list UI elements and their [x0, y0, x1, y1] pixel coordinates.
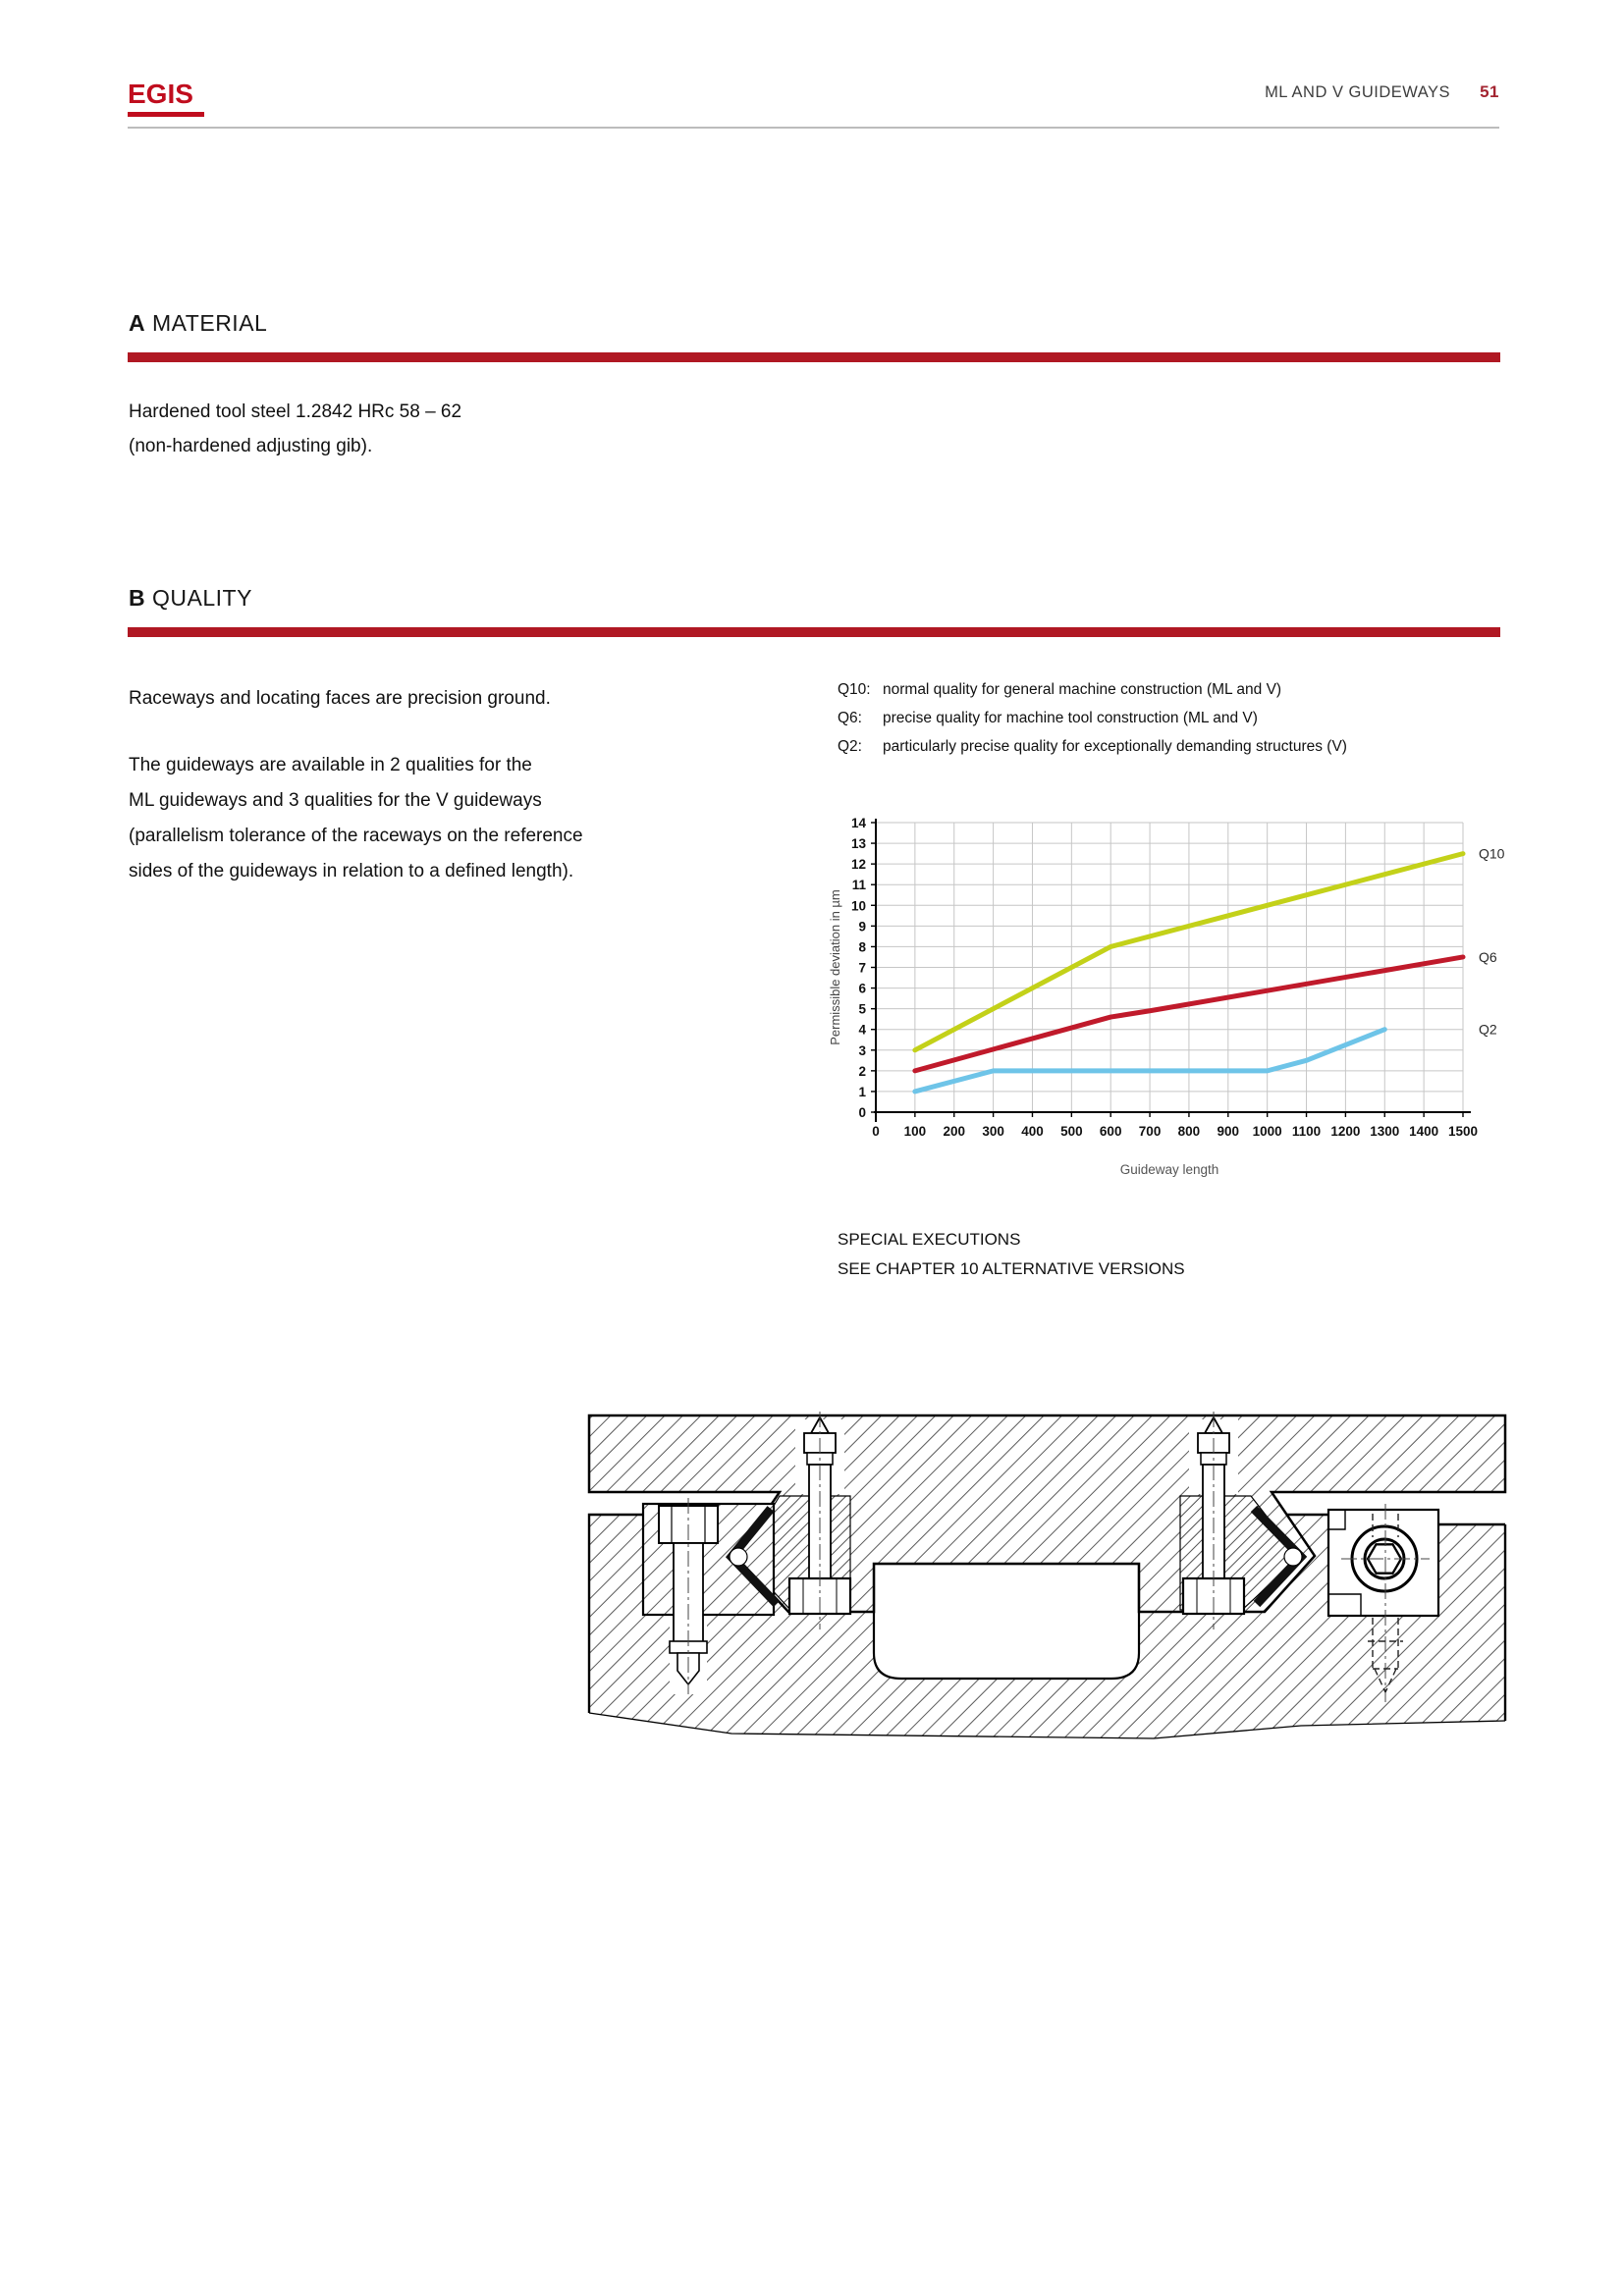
quality-p2-line-1: The guideways are available in 2 qualities for the — [129, 755, 532, 775]
x-tick-label: 700 — [1138, 1124, 1162, 1139]
special-executions — [838, 1225, 1185, 1284]
legend-row-q6 — [838, 704, 1387, 732]
legend-code-q2: Q2: — [838, 738, 862, 755]
legend-code-q10: Q10: — [838, 681, 871, 698]
special-executions-line-1: SPECIAL EXECUTIONS — [838, 1230, 1021, 1249]
quality-tolerance-chart — [810, 800, 1517, 1193]
special-executions-line-2: SEE CHAPTER 10 ALTERNATIVE VERSIONS — [838, 1259, 1185, 1278]
x-tick-label: 1200 — [1330, 1124, 1361, 1139]
legend-code-q6: Q6: — [838, 710, 862, 726]
y-tick-label: 10 — [850, 898, 866, 914]
section-a-bar — [128, 352, 1500, 362]
base-trough-cavity — [874, 1564, 1139, 1679]
quality-p2-line-4: sides of the guideways in relation to a defined length). — [129, 861, 574, 881]
page-number: 51 — [1480, 82, 1499, 101]
y-tick-label: 1 — [858, 1084, 866, 1099]
y-tick-label: 3 — [858, 1042, 866, 1058]
x-tick-label: 600 — [1099, 1124, 1122, 1139]
header-rule — [128, 127, 1499, 129]
x-tick-label: 200 — [943, 1124, 965, 1139]
x-tick-label: 900 — [1217, 1124, 1240, 1139]
series-label-q6: Q6 — [1479, 948, 1497, 965]
legend-text-q10: normal quality for general machine construction (ML and V) — [883, 681, 1282, 698]
x-tick-label: 800 — [1177, 1124, 1201, 1139]
header-chapter-title: ML AND V GUIDEWAYS — [1265, 83, 1451, 101]
x-tick-label: 1300 — [1370, 1124, 1400, 1139]
x-tick-label: 500 — [1060, 1124, 1083, 1139]
section-a-letter: A — [129, 310, 146, 336]
egis-logo: EGIS — [128, 79, 193, 109]
x-tick-label: 100 — [903, 1124, 927, 1139]
section-b-letter: B — [129, 585, 146, 611]
y-tick-label: 8 — [858, 939, 866, 955]
legend-text-q2: particularly precise quality for exceptionally demanding structures (V) — [883, 738, 1347, 755]
legend-row-q10 — [838, 675, 1387, 704]
y-axis-title: Permissible deviation in µm — [828, 889, 842, 1045]
quality-p2-line-3: (parallelism tolerance of the raceways on the reference — [129, 826, 583, 846]
quality-paragraph-1: Raceways and locating faces are precision ground. — [129, 688, 551, 709]
material-line-2: (non-hardened adjusting gib). — [129, 436, 373, 456]
x-tick-label: 1000 — [1252, 1124, 1282, 1139]
y-tick-label: 11 — [851, 878, 866, 893]
x-tick-label: 1500 — [1447, 1124, 1479, 1139]
legend-row-q2 — [838, 732, 1387, 761]
y-tick-label: 6 — [858, 981, 866, 996]
y-tick-label: 7 — [858, 960, 866, 976]
y-tick-label: 0 — [858, 1105, 866, 1120]
x-tick-label: 400 — [1021, 1124, 1044, 1139]
y-tick-label: 14 — [850, 816, 866, 830]
y-tick-label: 2 — [858, 1063, 866, 1079]
section-b-title — [129, 585, 252, 612]
header-right — [982, 82, 1499, 102]
section-a-label: MATERIAL — [152, 310, 268, 336]
x-tick-label: 1100 — [1291, 1124, 1322, 1139]
material-line-1: Hardened tool steel 1.2842 HRc 58 – 62 — [129, 401, 462, 422]
quality-p2-line-2: ML guideways and 3 qualities for the V guideways — [129, 790, 542, 811]
x-tick-label: 0 — [872, 1124, 880, 1139]
section-b-label: QUALITY — [152, 585, 252, 611]
guideway-cross-section-drawing — [587, 1394, 1510, 1777]
y-tick-label: 13 — [850, 836, 866, 852]
series-label-q2: Q2 — [1479, 1021, 1497, 1038]
section-a-title — [129, 310, 267, 337]
egis-logo-underline — [128, 112, 204, 117]
y-tick-label: 5 — [858, 1001, 866, 1017]
series-label-q10: Q10 — [1479, 845, 1505, 862]
y-tick-label: 12 — [850, 857, 866, 873]
legend-text-q6: precise quality for machine tool construction (ML and V) — [883, 710, 1258, 726]
x-axis-title: Guideway length — [1119, 1162, 1219, 1177]
quality-paragraph-2 — [129, 748, 737, 889]
section-b-bar — [128, 627, 1500, 637]
y-tick-label: 4 — [858, 1022, 866, 1038]
y-tick-label: 9 — [858, 919, 866, 934]
x-tick-label: 1400 — [1409, 1124, 1439, 1139]
x-tick-label: 300 — [982, 1124, 1004, 1139]
material-text — [129, 395, 461, 463]
quality-legend — [838, 675, 1387, 761]
